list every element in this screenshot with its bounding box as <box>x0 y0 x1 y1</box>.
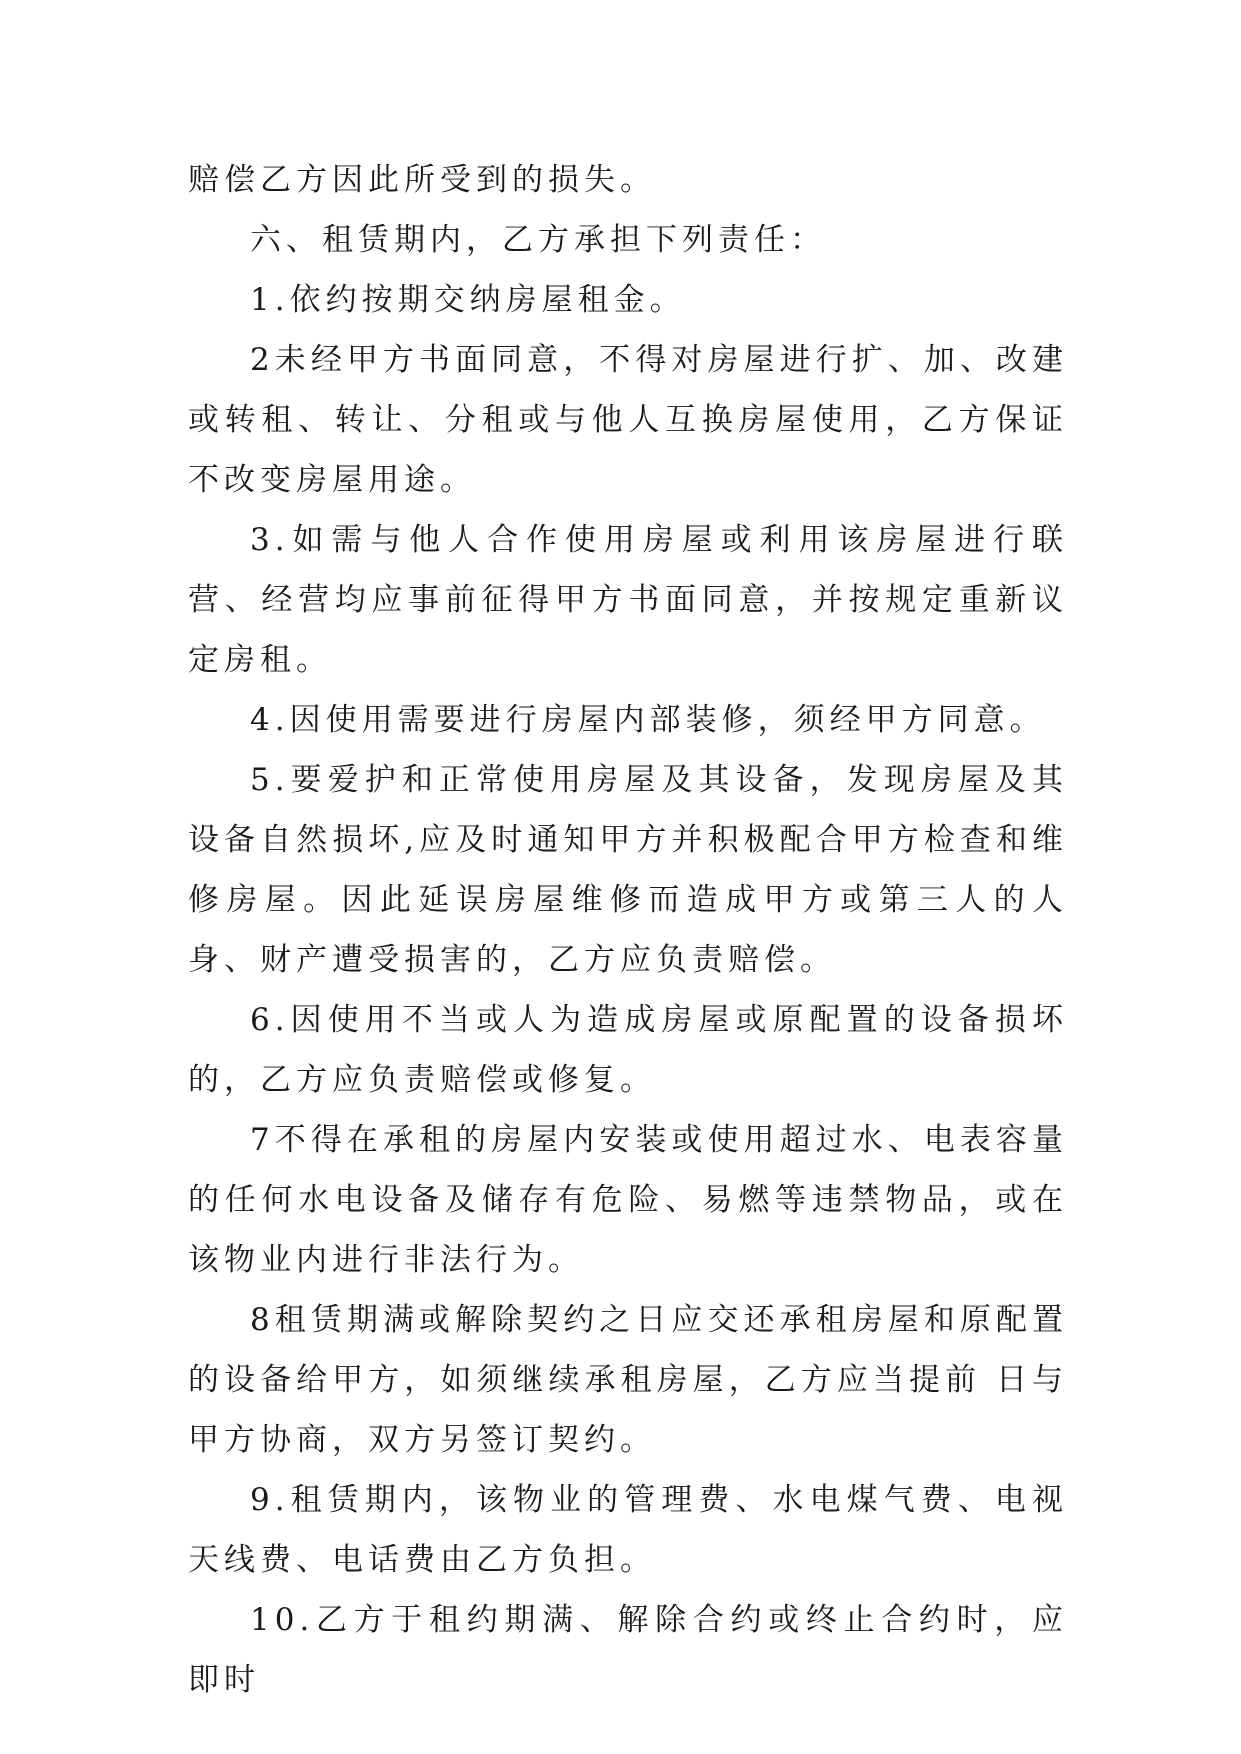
paragraph-item-5: 5.要爱护和正常使用房屋及其设备，发现房屋及其设备自然损坏,应及时通知甲方并积极配合甲方检查和维修房屋。因此延误房屋维修而造成甲方或第三人的人身、财产遭受损害的，乙方应负责赔偿。 <box>188 762 1068 978</box>
paragraph-item-1: 1.依约按期交纳房屋租金。 <box>250 282 686 318</box>
paragraph-item-9: 9.租赁期内，该物业的管理费、水电煤气费、电视天线费、电话费由乙方负担。 <box>188 1482 1068 1578</box>
paragraph-item-7: 7不得在承租的房屋内安装或使用超过水、电表容量的任何水电设备及储存有危险、易燃等违禁物品，或在该物业内进行非法行为。 <box>188 1122 1068 1278</box>
paragraph-item-10: 10.乙方于租约期满、解除合约或终止合约时，应即时 <box>188 1602 1068 1698</box>
paragraph-item-3: 3.如需与他人合作使用房屋或利用该房屋进行联营、经营均应事前征得甲方书面同意，并按规定重新议定房租。 <box>188 522 1068 678</box>
paragraph-item-8: 8租赁期满或解除契约之日应交还承租房屋和原配置的设备给甲方，如须继续承租房屋，乙方应当提前 日与甲方协商，双方另签订契约。 <box>188 1302 1068 1458</box>
paragraph-item-2: 2未经甲方书面同意，不得对房屋进行扩、加、改建或转租、转让、分租或与他人互换房屋使用，乙方保证不改变房屋用途。 <box>188 342 1068 498</box>
paragraph-section-heading: 六、租赁期内，乙方承担下列责任： <box>250 222 826 258</box>
document-body <box>188 150 1068 1710</box>
paragraph-item-6: 6.因使用不当或人为造成房屋或原配置的设备损坏的，乙方应负责赔偿或修复。 <box>188 1002 1068 1098</box>
paragraph-continuation: 赔偿乙方因此所受到的损失。 <box>188 162 656 198</box>
paragraph-item-4: 4.因使用需要进行房屋内部装修，须经甲方同意。 <box>250 702 1046 738</box>
